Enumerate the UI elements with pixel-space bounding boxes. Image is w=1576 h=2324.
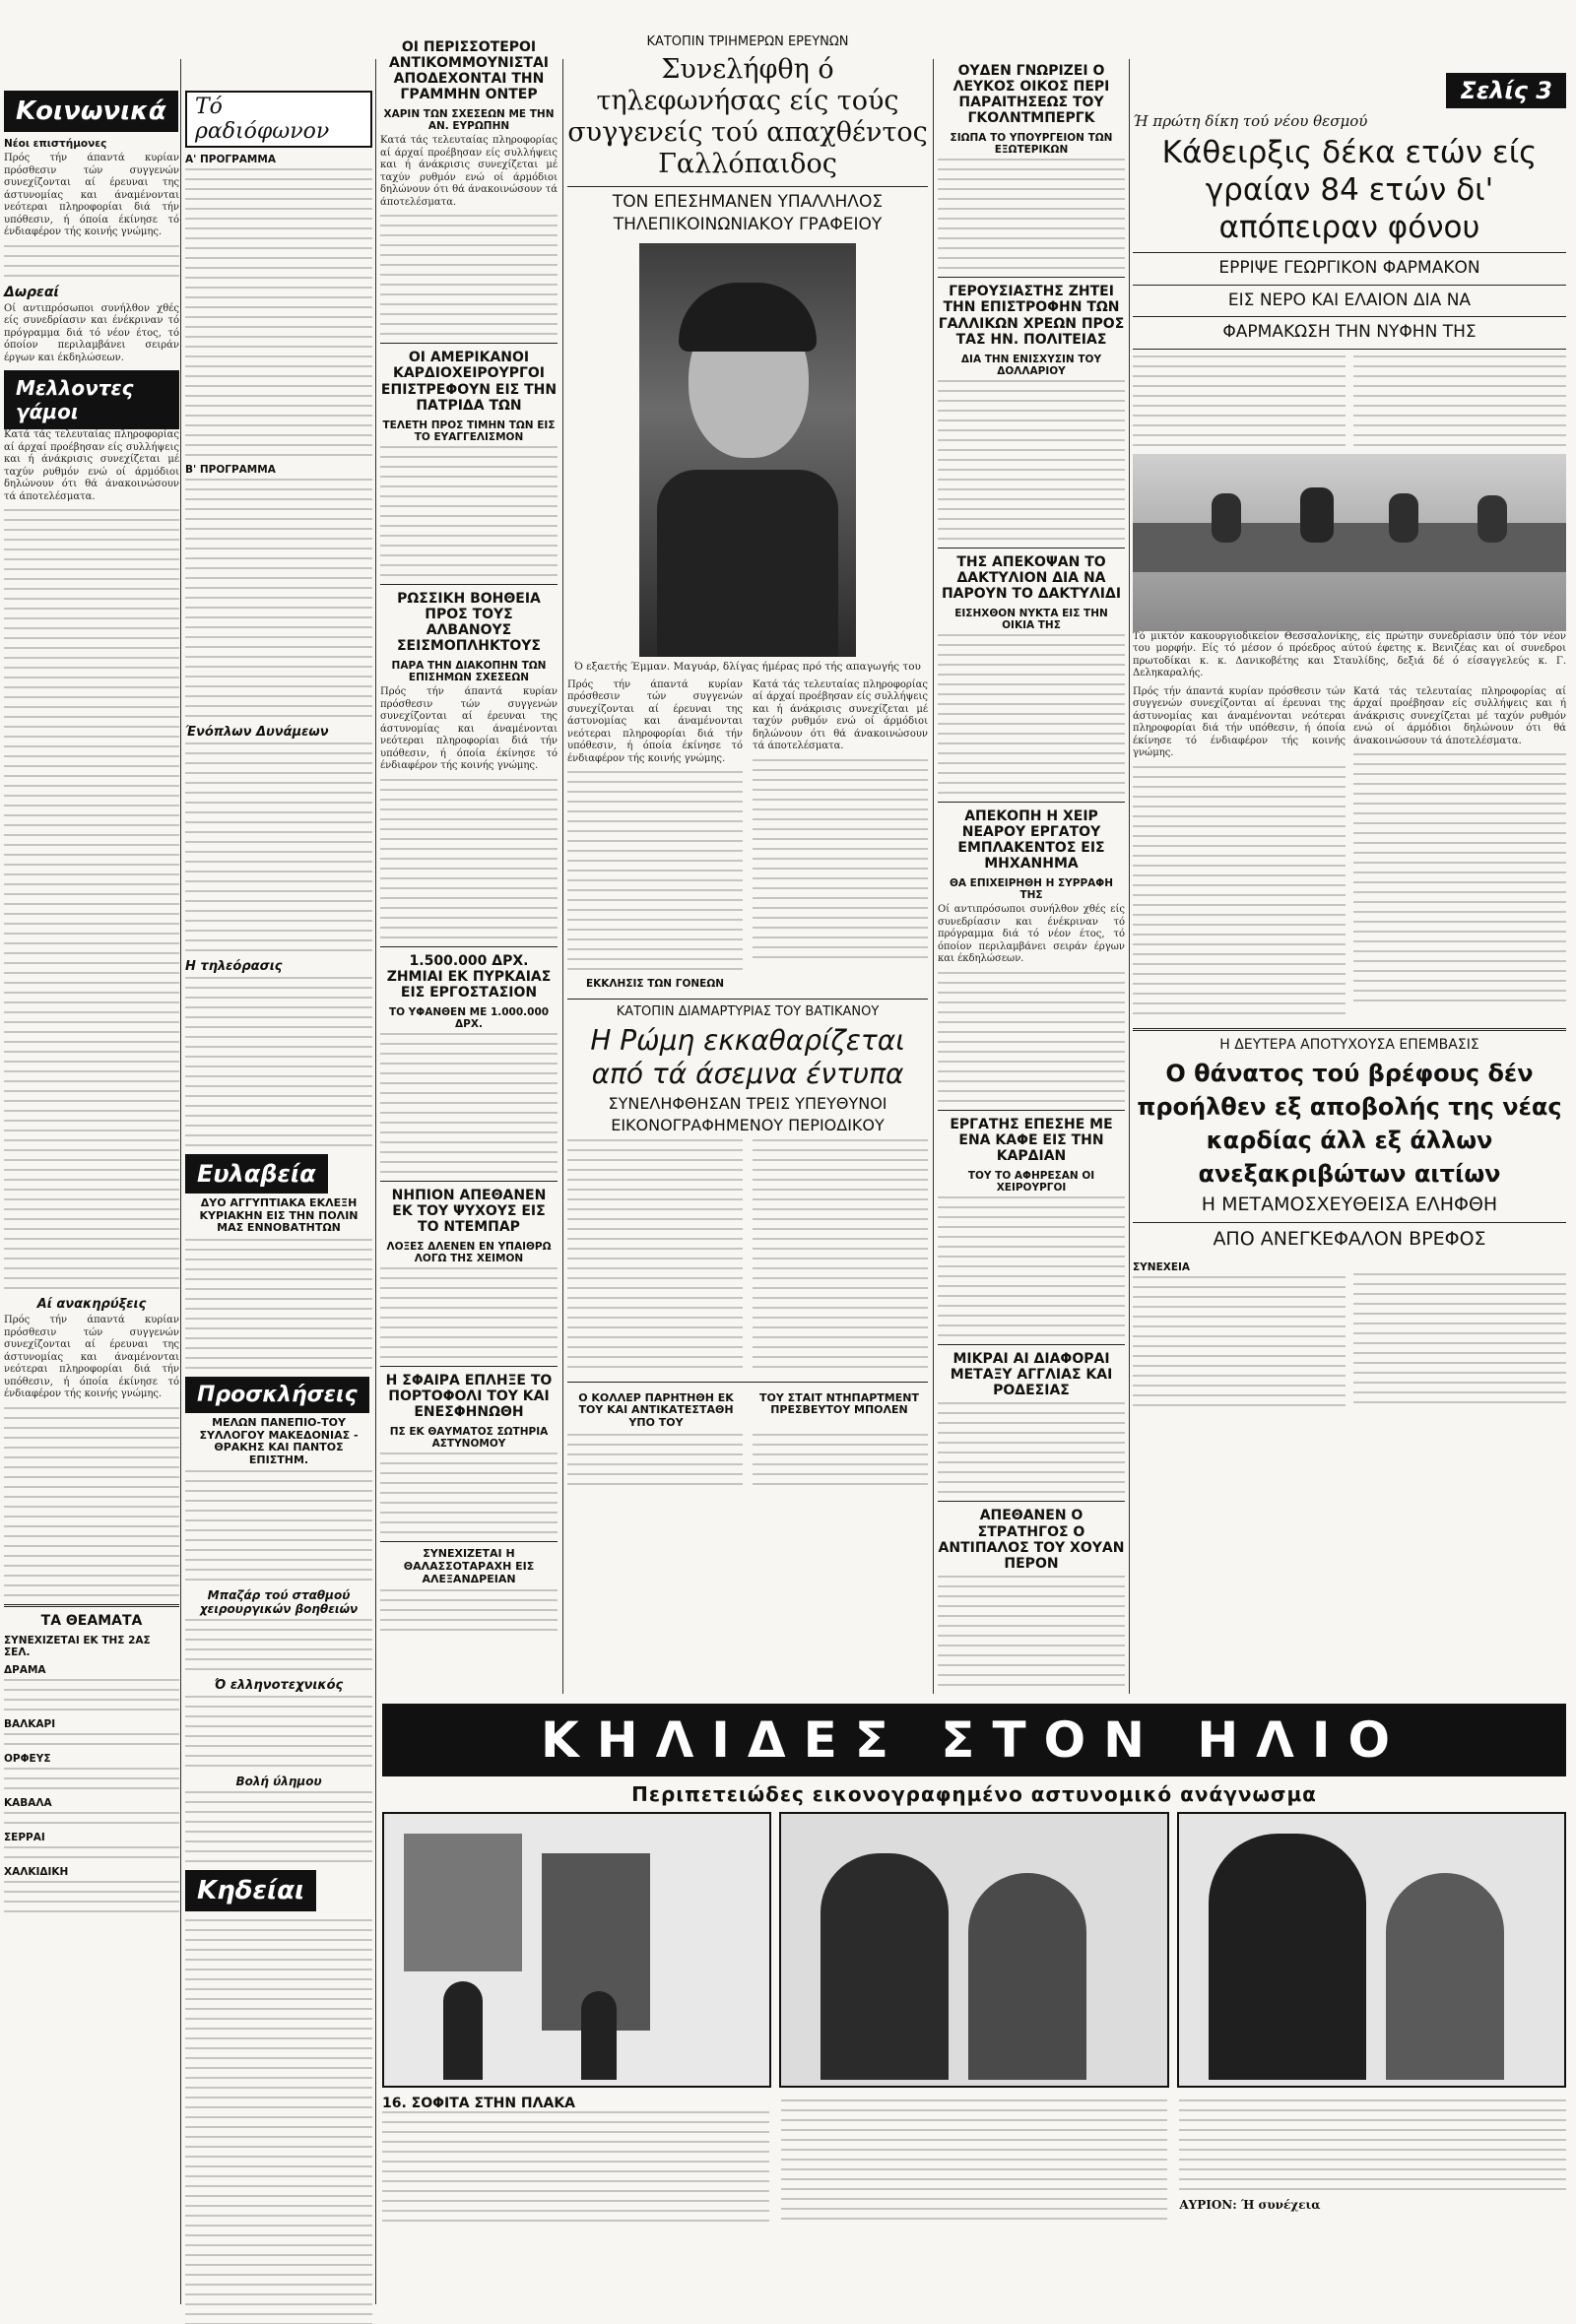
- text-lines: [4, 509, 179, 1289]
- trial-kicker: Ή πρώτη δίκη τού νέου θεσμού: [1133, 112, 1368, 130]
- text-lines: [185, 1470, 372, 1581]
- trial-deck-1: ΕΡΡΙΨΕ ΓΕΩΡΓΙΚΟΝ ΦΑΡΜΑΚΟΝ: [1218, 258, 1480, 278]
- comic-panel-2: [779, 1812, 1168, 2088]
- shoulders-shape: [657, 470, 838, 657]
- column-lead-story: [567, 0, 928, 1493]
- radio-section-label: Τό ραδιόφωνον: [185, 91, 372, 148]
- theatre-category: ΚΑΒΑΛΑ: [4, 1796, 52, 1809]
- radio-armed-forces: Ένόπλων Δυνάμεων: [185, 725, 329, 740]
- trial-deck-2: ΕΙΣ ΝΕΡΟ ΚΑΙ ΕΛΑΙΟΝ ΔΙΑ ΝΑ: [1227, 290, 1472, 310]
- heart-kicker: Η ΔΕΥΤΕΡΑ ΑΠΟΤΥΧΟΥΣΑ ΕΠΕΜΒΑΣΙΣ: [1219, 1036, 1479, 1053]
- social-section-label: Κοινωνικά: [4, 91, 178, 132]
- body-paragraph: Κατά τάς τελευταίας πληροφορίας αί άρχαί προέβησαν είς συλλήψεις και ή άνάκρισις συνεχίζεται μέ ταχύν ρυθμόν ενώ οί άρμόδιοι δηλώνουν ότι θά άνακοινώσουν τά άποτελέσματα.: [1353, 685, 1566, 746]
- theatre-category: ΟΡΦΕΥΣ: [4, 1752, 51, 1765]
- body-paragraph: Πρός τήν άπαντά κυρίαν πρόσθεσιν τών συγγενών συνεχίζονται αί έρευναι της άστυνομίας και άναμένονται νεότεραι πληροφορίαι διά τήν υπόθεσιν, ή όποία έκίνησε τό ένδιαφέρον τής κοινής γνώμης.: [1133, 685, 1346, 759]
- courtroom-caption: Τό μικτόν κακουργιοδικείον Θεσσαλονίκης, είς πρώτην συνεδρίασιν ύπό τόν νέον του μορφήν. Είς τό μέσον ό πρόεδρος αύτού έφετης κ. Βενιζέας και οί συνεδροι πρωτοδίκαι κ. κ. Δανικοβέτης και Σταυλίδης, δεξιά δέ ό είσαγγελεύς κ. Γ. Δεληκαραλής.: [1133, 630, 1566, 679]
- comic-panel-1: [382, 1812, 771, 2088]
- lead-deck-2: ΤΗΛΕΠΙΚΟΙΝΩΝΙΑΚΟΥ ΓΡΑΦΕΙΟΥ: [613, 215, 883, 235]
- new-scientists-heading: Νέοι επιστήμονες: [4, 138, 107, 150]
- subheadline: ΣΙΩΠΑ ΤΟ ΥΠΟΥΡΓΕΙΟΝ ΤΩΝ ΕΞΩΤΕΡΙΚΩΝ: [950, 132, 1113, 157]
- future-weddings-label: Μελλοντες γάμοι: [4, 370, 179, 429]
- text-lines: [185, 1791, 372, 1862]
- vatican-kicker: ΚΑΤΟΠΙΝ ΔΙΑΜΑΡΤΥΡΙΑΣ ΤΟΥ ΒΑΤΙΚΑΝΟΥ: [616, 1004, 880, 1020]
- comic-title: ΚΗΛΙΔΕΣ ΣΤΟΝ ΗΛΙΟ: [382, 1704, 1566, 1776]
- subheadline: ΔΙΑ ΤΗΝ ΕΝΙΣΧΥΣΙΝ ΤΟΥ ΔΟΛΛΑΡΙΟΥ: [960, 353, 1102, 377]
- theatres-heading: ΤΑ ΘΕΑΜΑΤΑ: [40, 1612, 143, 1629]
- heart-headline: Ο θάνατος τού βρέφους δέν προήλθεν εξ αποβολής της νέας καρδίας άλλ εξ άλλων ανεξακριβώτων αιτίων: [1137, 1059, 1562, 1188]
- courtroom-photo: [1133, 454, 1566, 631]
- lead-deck-1: ΤΟΝ ΕΠΕΣΗΜΑΝΕΝ ΥΠΑΛΛΗΛΟΣ: [612, 191, 884, 212]
- headline-infant: ΝΗΠΙΟΝ ΑΠΕΘΑΝΕΝ ΕΚ ΤΟΥ ΨΥΧΟΥΣ ΕΙΣ ΤΟ ΝΤΕΜΠΑΡ: [391, 1187, 547, 1236]
- subheadline: ΧΑΡΙΝ ΤΩΝ ΣΧΕΣΕΩΝ ΜΕ ΤΗΝ ΑΝ. ΕΥΡΩΠΗΝ: [383, 108, 555, 133]
- column-local-trial: [1133, 0, 1566, 1414]
- lead-photo-caption: Ό εξαετής Έμμαν. Μαγυάρ, δλίγας ήμέρας πρό τής απαγωγής του: [574, 661, 921, 674]
- headline-bullet-wallet: Η ΣΦΑΙΡΑ ΕΠΛΗΞΕ ΤΟ ΠΟΡΤΟΦΟΛΙ ΤΟΥ ΚΑΙ ΕΝΕΣΦΗΝΩΘΗ: [385, 1373, 553, 1421]
- rome-headline: Η Ρώμη εκκαθαρίζεται από τά άσεμνα έντυπα: [590, 1023, 905, 1090]
- text-lines: [4, 245, 179, 277]
- trial-deck-3: ΦΑΡΜΑΚΩΣΗ ΤΗΝ ΝΥΦΗΝ ΤΗΣ: [1222, 322, 1477, 343]
- headline-fire-damage: 1.500.000 ΔΡΧ. ΖΗΜΙΑΙ ΕΚ ΠΥΡΚΑΙΑΣ ΕΙΣ ΕΡΓΟΣΤΑΣΙΟΝ: [386, 952, 552, 1001]
- subheadline: ΤΟ ΥΦΑΝΘΕΝ ΜΕ 1.000.000 ΔΡΧ.: [388, 1005, 550, 1030]
- column-radio: [185, 0, 372, 2324]
- piety-section-label: Ευλαβεία: [185, 1154, 328, 1194]
- theatre-category: ΣΕΡΡΑΙ: [4, 1831, 45, 1843]
- column-world-news: [380, 0, 558, 1639]
- subheadline: ΠΣ ΕΚ ΘΑΥΜΑΤΟΣ ΣΩΤΗΡΙΑ ΑΣΤΥΝΟΜΟΥ: [389, 1426, 549, 1451]
- text-lines: [185, 1696, 372, 1767]
- comic-strip: [382, 1704, 1566, 2314]
- trial-headline: Κάθειρξις δέκα ετών είς γραίαν 84 ετών δι' απόπειραν φόνου: [1161, 135, 1538, 245]
- headline-cardiosurgeons: ΟΙ ΑΜΕΡΙΚΑΝΟΙ ΚΑΡΔΙΟΧΕΙΡΟΥΡΓΟΙ ΕΠΙΣΤΡΕΦΟΥΝ ΕΙΣ ΤΗΝ ΠΑΤΡΙΔΑ ΤΩΝ: [380, 350, 558, 414]
- invites-section-label: Προσκλήσεις: [185, 1377, 369, 1413]
- body-paragraph: Πρός τήν άπαντά κυρίαν πρόσθεσιν τών συγγενών συνεχίζονται αί έρευναι της άστυνομίας και άναμένονται νεότεραι πληροφορίαι διά τήν υπόθεσιν, ή όποία έκίνησε τό ένδιαφέρον τής κοινής γνώμης.: [4, 153, 179, 237]
- theatre-category: ΒΑΛΚΑΡΙ: [4, 1717, 56, 1730]
- text-lines: [185, 1239, 372, 1369]
- city-fest-heading: Βολή ύλημου: [235, 1775, 322, 1789]
- text-lines: [185, 1619, 372, 1670]
- koller-headline: Ο ΚΟΛΛΕΡ ΠΑΡΗΤΗΘΗ ΕΚ ΤΟΥ ΚΑΙ ΑΝΤΙΚΑΤΕΣΤΑΘΗ ΥΠΟ ΤΟΥ: [578, 1390, 734, 1430]
- heart-deck-1: Η ΜΕΤΑΜΟΣΧΕΥΘΕΙΣΑ ΕΛΗΦΘΗ: [1201, 1193, 1498, 1215]
- comic-tomorrow: ΑΥΡΙΟΝ: Ή συνέχεια: [1179, 2198, 1321, 2212]
- lead-headline: Συνελήφθη ό τηλεφωνήσας είς τούς συγγενείς τού απαχθέντος Γαλλόπαιδος: [567, 53, 928, 179]
- parents-heading: ΕΚΚΛΗΣΙΣ ΤΩΝ ΓΟΝΕΩΝ: [585, 978, 725, 991]
- headline-ring-finger: ΤΗΣ ΑΠΕΚΟΨΑΝ ΤΟ ΔΑΚΤΥΛΙΟΝ ΔΙΑ ΝΑ ΠΑΡΟΥΝ ΤΟ ΔΑΚΤΥΛΙΔΙ: [941, 553, 1122, 602]
- figure-shape: [821, 1853, 949, 2080]
- text-lines: [185, 479, 372, 717]
- state-department-headline: ΤΟΥ ΣΤΑΙΤ ΝΤΗΠΑΡΤΜΕΝΤ ΠΡΕΣΒΕΥΤΟΥ ΜΠΟΛΕΝ: [759, 1390, 919, 1417]
- hair-shape: [679, 283, 817, 352]
- subheadline: ΠΑΡΑ ΤΗΝ ΔΙΑΚΟΠΗΝ ΤΩΝ ΕΠΙΣΗΜΩΝ ΣΧΕΣΕΩΝ: [391, 660, 547, 684]
- body-paragraph: Οί αντιπρόσωποι συνήλθον χθές είς συνεδρίασιν και ένέκριναν τό πρόγραμμα διά τό νέον έτος, τό όποίον περιλαμβάνει σειράν έργων και έκδηλώσεων.: [4, 302, 179, 363]
- column-social: [4, 0, 179, 1920]
- body-paragraph: Οί αντιπρόσωποι συνήλθον χθές είς συνεδρίασιν και ένέκριναν τό πρόγραμμα διά τό νέον έτος, τό όποίον περιλαμβάνει σειράν έργων και έκδηλώσεων.: [938, 904, 1125, 965]
- theatres-subheading: ΣΥΝΕΧΙΖΕΤΑΙ ΕΚ ΤΗΣ 2ΑΣ ΣΕΛ.: [4, 1634, 151, 1658]
- rome-deck-1: ΣΥΝΕΛΗΦΘΗΣΑΝ ΤΡΕΙΣ ΥΠΕΥΘΥΝΟΙ: [608, 1093, 887, 1113]
- greek-tech-heading: Ό ελληνοτεχνικός: [214, 1678, 344, 1694]
- subheadline: ΘΑ ΕΠΙΧΕΙΡΗΘΗ Η ΣΥΡΡΑΦΗ ΤΗΣ: [949, 877, 1114, 902]
- continued-label: ΣΥΝΕΧΕΙΑ: [1133, 1261, 1191, 1274]
- page-number-tag: Σελίς 3: [1446, 73, 1566, 108]
- headline-anticommunists: ΟΙ ΠΕΡΙΣΣΟΤΕΡΟΙ ΑΝΤΙΚΟΜΜΟΥΝΙΣΤΑΙ ΑΠΟΔΕΧΟΝΤΑΙ ΤΗΝ ΓΡΑΜΜΗΝ ΟΝΤΕΡ: [388, 39, 550, 103]
- radio-program-b: Β' ΠΡΟΓΡΑΜΜΑ: [185, 464, 276, 476]
- body-paragraph: Κατά τάς τελευταίας πληροφορίας αί άρχαί προέβησαν είς συλλήψεις και ή άνάκρισις συνεχίζεται μέ ταχύν ρυθμόν ενώ οί άρμόδιοι δηλώνουν ότι θά άνακοινώσουν τά άποτελέσματα.: [753, 678, 928, 752]
- text-lines: [185, 742, 372, 951]
- funerals-section-label: Κηδείαι: [185, 1870, 316, 1911]
- text-lines: [4, 1407, 179, 1596]
- headline-worker-hand: ΑΠΕΚΟΠΗ Η ΧΕΙΡ ΝΕΑΡΟΥ ΕΡΓΑΤΟΥ ΕΜΠΛΑΚΕΝΤΟΣ ΕΙΣ ΜΗΧΑΝΗΜΑ: [957, 808, 1105, 872]
- comic-episode: 16. ΣΟΦΙΤΑ ΣΤΗΝ ΠΛΑΚΑ: [382, 2096, 575, 2111]
- piety-heading: ΔΥΟ ΑΓΓΥΠΤΙΑΚΑ ΕΚΛΕΞΗ ΚΥΡΙΑΚΗΝ ΕΙΣ ΤΗΝ ΠΟΛΙΝ ΜΑΣ ΕΝΝΟΒΑΤΗΤΩΝ: [199, 1196, 359, 1235]
- building-shape: [404, 1834, 522, 1971]
- text-lines: [185, 1919, 372, 2324]
- lead-kicker: ΚΑΤΟΠΙΝ ΤΡΙΗΜΕΡΩΝ ΕΡΕΥΝΩΝ: [646, 34, 849, 49]
- headline-peron-rival: ΑΠΕΘΑΝΕΝ Ο ΣΤΡΑΤΗΓΟΣ Ο ΑΝΤΙΠΑΛΟΣ ΤΟΥ ΧΟΥΑΝ ΠΕΡΟΝ: [938, 1508, 1125, 1572]
- invites-heading: ΜΕΛΩΝ ΠΑΝΕΠΙΟ-ΤΟΥ ΣΥΛΛΟΓΟΥ ΜΑΚΕΔΟΝΙΑΣ - ΘΡΑΚΗΣ ΚΑΙ ΠΑΝΤΟΣ ΕΠΙΣΤΗΜ.: [199, 1415, 359, 1466]
- headline-rhodesia: ΜΙΚΡΑΙ ΑΙ ΔΙΑΦΟΡΑΙ ΜΕΤΑΞΥ ΑΓΓΛΙΑΣ ΚΑΙ ΡΟΔΕΣΙΑΣ: [950, 1351, 1113, 1399]
- subheadline: ΛΟΞΕΣ ΔΛΕΝΕΝ ΕΝ ΥΠΑΙΘΡΩ ΛΟΓΩ ΤΗΣ ΧΕΙΜΟΝ: [386, 1241, 552, 1265]
- comic-subtitle: Περιπετειώδες εικονογραφημένο αστυνομικό ανάγνωσμα: [631, 1782, 1317, 1806]
- text-lines: [185, 977, 372, 1146]
- figure-shape: [1209, 1834, 1366, 2080]
- boy-portrait-photo: [639, 243, 856, 657]
- subheadline: ΤΟΥ ΤΟ ΑΦΗΡΕΣΑΝ ΟΙ ΧΕΙΡΟΥΡΓΟΙ: [967, 1170, 1095, 1194]
- comic-panel-3: [1177, 1812, 1566, 2088]
- headline-worker-heart: ΕΡΓΑΤΗΣ ΕΠΕΣΗΕ ΜΕ ΕΝΑ ΚΑΦΕ ΕΙΣ ΤΗΝ ΚΑΡΔΙΑΝ: [950, 1116, 1113, 1165]
- rome-deck-2: ΕΙΚΟΝΟΓΡΑΦΗΜΕΝΟΥ ΠΕΡΙΟΔΙΚΟΥ: [611, 1116, 885, 1135]
- headline-white-house: ΟΥΔΕΝ ΓΝΩΡΙΖΕΙ Ο ΛΕΥΚΟΣ ΟΙΚΟΣ ΠΕΡΙ ΠΑΡΑΙΤΗΣΕΩΣ ΤΟΥ ΓΚΟΛΝΤΜΠΕΡΓΚ: [952, 63, 1110, 127]
- radio-program-a: Α' ΠΡΟΓΡΑΜΜΑ: [185, 154, 276, 165]
- body-paragraph: Κατά τάς τελευταίας πληροφορίας αί άρχαί προέβησαν είς συλλήψεις και ή άνάκρισις συνεχίζεται μέ ταχύν ρυθμόν ενώ οί άρμόδιοι δηλώνουν ότι θά άνακοινώσουν τά άποτελέσματα.: [4, 429, 179, 502]
- subheadline: ΤΕΛΕΤΗ ΠΡΟΣ ΤΙΜΗΝ ΤΩΝ ΕΙΣ ΤΟ ΕΥΑΓΓΕΛΙΣΜΟΝ: [382, 419, 556, 443]
- body-paragraph: Κατά τάς τελευταίας πληροφορίας αί άρχαί προέβησαν είς συλλήψεις και ή άνάκρισις συνεχίζεται μέ ταχύν ρυθμόν ενώ οί άρμόδιοι δηλώνουν ότι θά άνακοινώσουν τά άποτελέσματα.: [380, 135, 558, 208]
- text-lines: [185, 168, 372, 456]
- proclamations-heading: Αί ανακηρύξεις: [36, 1297, 147, 1312]
- theatre-category: ΔΡΑΜΑ: [4, 1663, 46, 1676]
- bazaar-heading: Μπαζάρ τού σταθμού χειρουργικών βοηθειών: [199, 1588, 359, 1617]
- column-international: [938, 0, 1125, 1694]
- heart-deck-2: ΑΠΟ ΑΝΕΓΚΕΦΑΛΟΝ ΒΡΕΦΟΣ: [1213, 1227, 1486, 1250]
- figure-shape: [443, 1981, 483, 2080]
- headline-senator: ΓΕΡΟΥΣΙΑΣΤΗΣ ΖΗΤΕΙ ΤΗΝ ΕΠΙΣΤΡΟΦΗΝ ΤΩΝ ΓΑΛΛΙΚΩΝ ΧΡΕΩΝ ΠΡΟΣ ΤΑΣ ΗΝ. ΠΟΛΙΤΕΙΑΣ: [938, 284, 1125, 348]
- radio-television: Η τηλεόρασις: [185, 959, 283, 974]
- theatre-category: ΧΑΛΚΙΔΙΚΗ: [4, 1865, 69, 1878]
- body-paragraph: Πρός τήν άπαντά κυρίαν πρόσθεσιν τών συγγενών συνεχίζονται αί έρευναι της άστυνομίας και άναμένονται νεότεραι πληροφορίαι διά τήν υπόθεσιν, ή όποία έκίνησε τό ένδιαφέρον τής κοινής γνώμης.: [380, 686, 558, 772]
- body-paragraph: Πρός τήν άπαντά κυρίαν πρόσθεσιν τών συγγενών συνεχίζονται αί έρευναι της άστυνομίας και άναμένονται νεότεραι πληροφορίαι διά τήν υπόθεσιν, ή όποία έκίνησε τό ένδιαφέρον τής κοινής γνώμης.: [567, 678, 743, 764]
- body-paragraph: Πρός τήν άπαντά κυρίαν πρόσθεσιν τών συγγενών συνεχίζονται αί έρευναι της άστυνομίας και άναμένονται νεότεραι πληροφορίαι διά τήν υπόθεσιν, ή όποία έκίνησε τό ένδιαφέρον τής κοινής γνώμης.: [4, 1315, 179, 1399]
- donations-heading: Δωρεαί: [4, 284, 59, 300]
- headline-russian-aid: ΡΩΣΣΙΚΗ ΒΟΗΘΕΙΑ ΠΡΟΣ ΤΟΥΣ ΑΛΒΑΝΟΥΣ ΣΕΙΣΜΟΠΛΗΚΤΟΥΣ: [396, 590, 541, 655]
- headline-alexandria: ΣΥΝΕΧΙΖΕΤΑΙ Η ΘΑΛΑΣΣΟΤΑΡΑΧΗ ΕΙΣ ΑΛΕΞΑΝΔΡΕΙΑΝ: [403, 1547, 535, 1585]
- subheadline: ΕΙΣΗΧΘΟΝ ΝΥΚΤΑ ΕΙΣ ΤΗΝ ΟΙΚΙΑ ΤΗΣ: [954, 608, 1108, 632]
